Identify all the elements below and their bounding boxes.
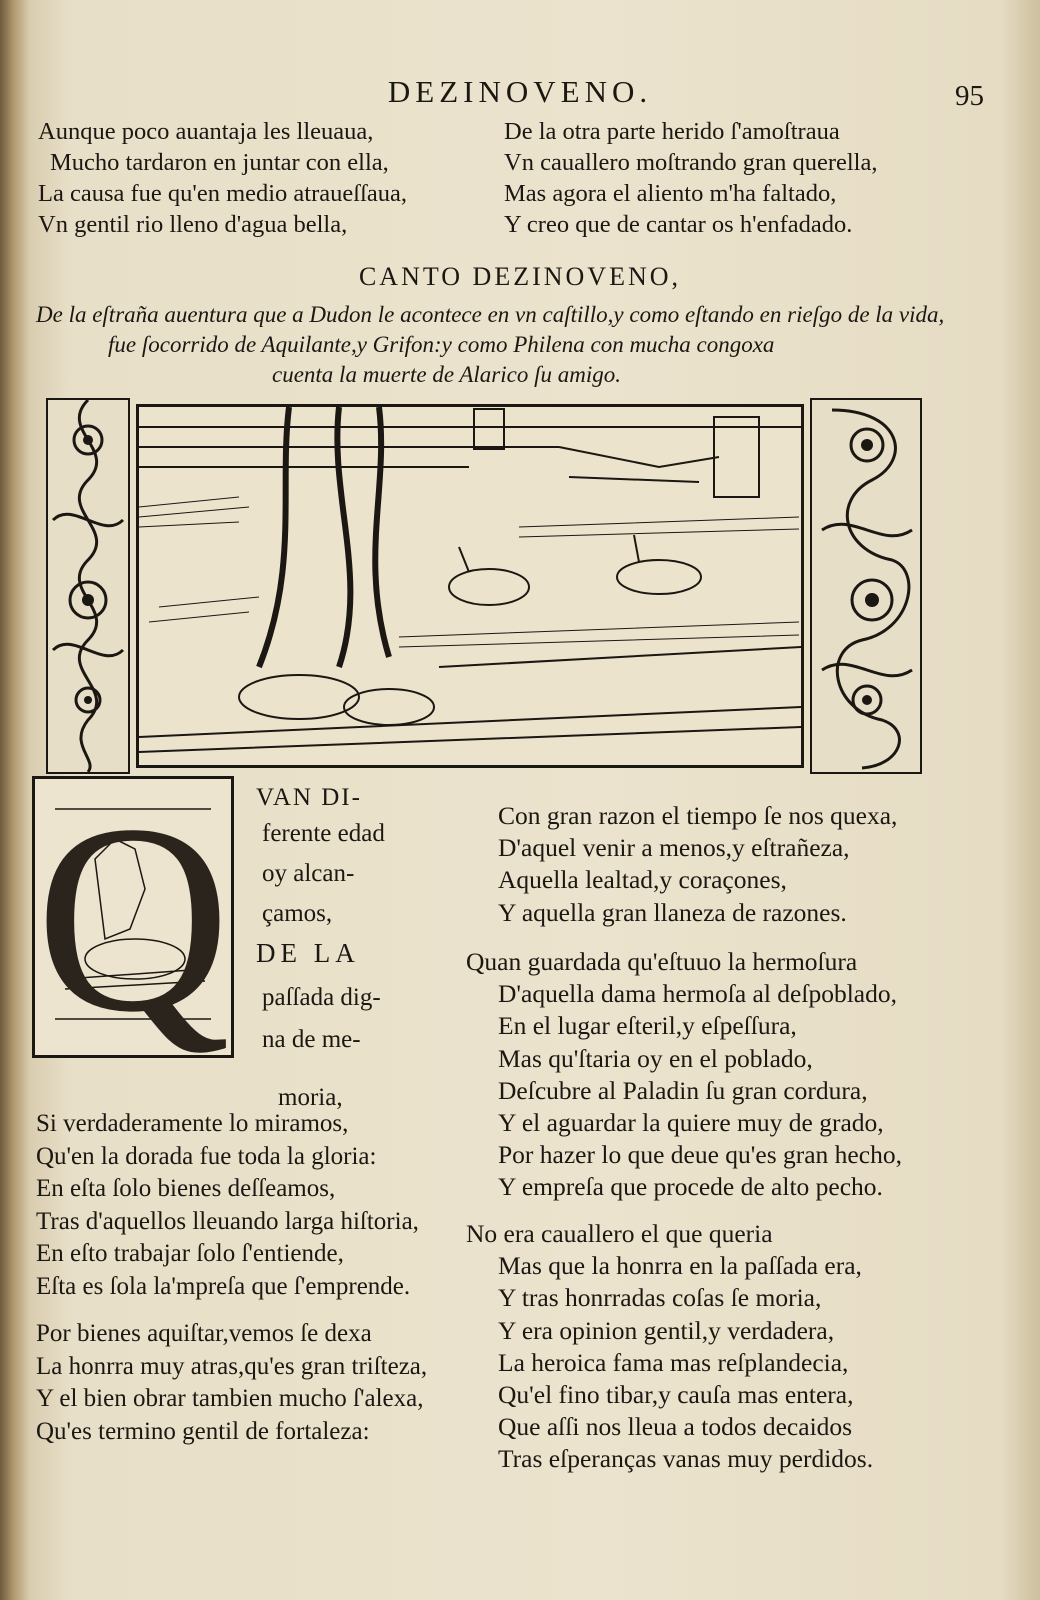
verse-line: Eſta es ſola la'mpreſa que ſ'emprende. [36,1272,411,1300]
verse-line: Por hazer lo que deue qu'es gran hecho, [498,1140,902,1170]
verse-line: Quan guardada qu'eſtuuo la hermoſura [466,947,858,976]
verse-line: La causa fue qu'en medio atraueſſaua, [38,180,408,207]
verse-line: Y era opinion gentil,y verdadera, [498,1315,835,1345]
argument-line-1: De la eſtraña auentura que a Dudon le acontece en vn caſtillo,y como eſtando en rieſgo de la vida, [36,302,945,327]
verse-line: En eſta ſolo bienes deſſeamos, [36,1175,336,1202]
verse-line: La honrra muy atras,qu'es gran triſteza, [36,1352,428,1380]
decorated-initial [32,776,234,1058]
opening-words-8: moria, [278,1084,343,1111]
verse-line: D'aquel venir a menos,y eſtrañeza, [498,833,850,863]
verse-line: En eſto trabajar ſolo ſ'entiende, [36,1240,344,1267]
verse-line: Vn gentil rio lleno d'agua bella, [38,211,348,238]
verse-line: Y aquella gran llaneza de razones. [498,897,847,927]
verse-line: En el lugar eſteril,y eſpeſſura, [498,1011,797,1041]
verse-line: Deſcubre al Paladin ſu gran cordura, [498,1075,868,1105]
ornamental-border-right [810,398,922,774]
opening-words-4: çamos, [262,900,333,927]
folio-number: 95 [955,80,984,112]
canto-title: CANTO DEZINOVENO, [358,262,682,291]
woodcut-illustration [136,404,804,768]
verse-line: Aquella lealtad,y coraçones, [498,865,787,895]
top-left-stanza-end [38,116,407,240]
opening-words-2: ferente edad [262,820,385,847]
verse-line: Si verdaderamente lo miramos, [36,1110,349,1137]
verse-line: De la otra parte herido ſ'amoſtraua [504,118,840,145]
verse-line: Y tras honrradas coſas ſe moria, [498,1283,822,1313]
right-stanza-1 [466,800,897,929]
verse-line: Vn cauallero moſtrando gran querella, [504,149,878,176]
verse-line: Mucho tardaron en juntar con ella, [50,149,389,176]
verse-line: Mas qu'ſtaria oy en el poblado, [498,1043,813,1073]
ornamental-border-left [46,398,130,774]
argument-line-3: cuenta la muerte de Alarico ſu amigo. [272,362,621,387]
opening-words-6: paſſada dig- [262,984,381,1011]
right-stanza-2 [466,946,902,1204]
right-stanza-3 [466,1218,873,1476]
verse-line: Y el bien obrar tambien mucho ſ'alexa, [36,1385,424,1412]
verse-line: Que aſſi nos lleua a todos decaidos [498,1412,853,1442]
verse-line: Mas agora el aliento m'ha faltado, [504,180,837,207]
battle-scene-image [139,407,801,765]
left-stanza-2 [36,1318,427,1448]
initial-letter: Q [35,776,231,1058]
top-right-stanza-end [504,116,877,240]
acanthus-ornament-icon [812,400,920,772]
verse-line: Y creo que de cantar os h'enfadado. [504,211,853,238]
verse-line: Tras d'aquellos lleuando larga hiſtoria, [36,1207,419,1235]
opening-words-7: na de me- [262,1026,361,1053]
opening-words-5: DE LA [256,938,360,968]
running-head: DEZINOVENO. [387,74,653,109]
opening-words-3: oy alcan- [262,860,355,887]
verse-line: Aunque poco auantaja les lleuaua, [38,118,374,145]
verse-line: Qu'es termino gentil de fortaleza: [36,1417,370,1445]
verse-line: D'aquella dama hermoſa al deſpoblado, [498,979,897,1009]
verse-line: No era cauallero el que queria [466,1219,773,1248]
verse-line: Qu'en la dorada fue toda la gloria: [36,1142,377,1170]
argument-line-2: fue ſocorrido de Aquilante,y Grifon:y como Philena con mucha congoxa [108,332,775,357]
left-stanza-1 [36,1108,419,1303]
verse-line: La heroica fama mas reſplandecia, [498,1347,849,1377]
verse-line: Mas que la honrra en la paſſada era, [498,1251,862,1281]
verse-line: Tras eſperanças vanas muy perdidos. [498,1444,874,1474]
opening-words-1: VAN DI- [256,784,362,811]
scroll-ornament-icon [48,400,128,772]
verse-line: Qu'el fino tibar,y cauſa mas entera, [498,1379,854,1409]
verse-line: Y empreſa que procede de alto pecho. [498,1172,883,1202]
verse-line: Y el aguardar la quiere muy de grado, [498,1107,884,1137]
verse-line: Con gran razon el tiempo ſe nos quexa, [498,801,898,830]
verse-line: Por bienes aquiſtar,vemos ſe dexa [36,1320,372,1347]
